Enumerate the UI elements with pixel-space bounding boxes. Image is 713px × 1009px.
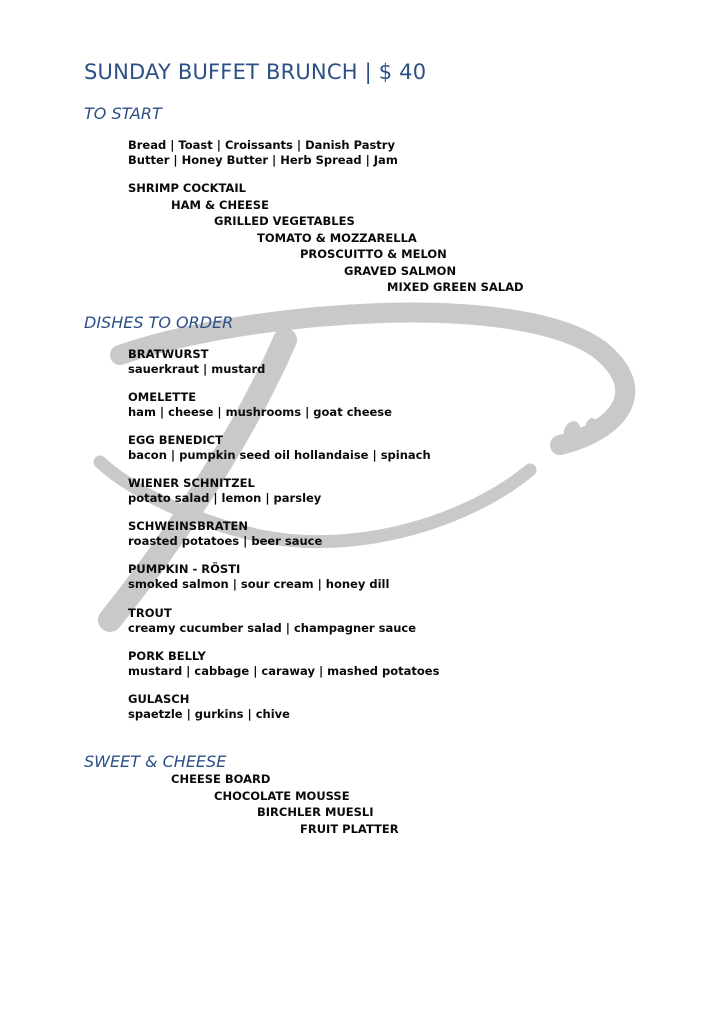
dish-item [128,519,322,549]
section-heading-to-start: TO START [84,104,162,123]
section-heading-dishes-to-order: DISHES TO ORDER [84,313,234,332]
dish-name: GULASCH [128,692,190,706]
buffet-item: GRAVED SALMON [344,264,457,278]
dish-description: mustard | cabbage | caraway | mashed potatoes [128,664,440,678]
dish-item [128,476,321,506]
buffet-item: TOMATO & MOZZARELLA [257,231,417,245]
dish-description: creamy cucumber salad | champagner sauce [128,621,417,635]
dish-item [128,692,290,722]
dish-name: OMELETTE [128,390,197,404]
dish-item [128,433,431,463]
sweet-item: FRUIT PLATTER [300,822,399,836]
bakery-line-2: Butter | Honey Butter | Herb Spread | Jam [128,153,398,167]
dish-description: ham | cheese | mushrooms | goat cheese [128,405,392,419]
buffet-item: GRILLED VEGETABLES [214,214,355,228]
dish-name: PORK BELLY [128,649,206,663]
dish-name: EGG BENEDICT [128,433,223,447]
dish-name: WIENER SCHNITZEL [128,476,255,490]
dish-item [128,347,265,377]
dish-item [128,390,392,420]
page-title: SUNDAY BUFFET BRUNCH | $ 40 [84,60,427,84]
buffet-item: MIXED GREEN SALAD [387,280,524,294]
sweet-item: CHOCOLATE MOUSSE [214,789,350,803]
dish-description: roasted potatoes | beer sauce [128,534,323,548]
sweet-item: CHEESE BOARD [171,772,271,786]
dish-description: bacon | pumpkin seed oil hollandaise | spinach [128,448,431,462]
dish-item [128,562,389,592]
dish-item [128,649,439,679]
dish-name: SCHWEINSBRATEN [128,519,249,533]
dish-item [128,606,416,636]
dish-description: spaetzle | gurkins | chive [128,707,290,721]
section-heading-sweet-cheese: SWEET & CHEESE [84,752,227,771]
buffet-item: HAM & CHEESE [171,198,269,212]
dish-description: potato salad | lemon | parsley [128,491,322,505]
dish-name: TROUT [128,606,172,620]
buffet-item: SHRIMP COCKTAIL [128,181,246,195]
dish-name: BRATWURST [128,347,209,361]
bakery-line-1: Bread | Toast | Croissants | Danish Pastry [128,138,395,152]
dish-description: smoked salmon | sour cream | honey dill [128,577,390,591]
dish-name: PUMPKIN - RÖSTI [128,562,241,576]
sweet-item: BIRCHLER MUESLI [257,805,374,819]
dish-description: sauerkraut | mustard [128,362,266,376]
buffet-item: PROSCUITTO & MELON [300,247,447,261]
